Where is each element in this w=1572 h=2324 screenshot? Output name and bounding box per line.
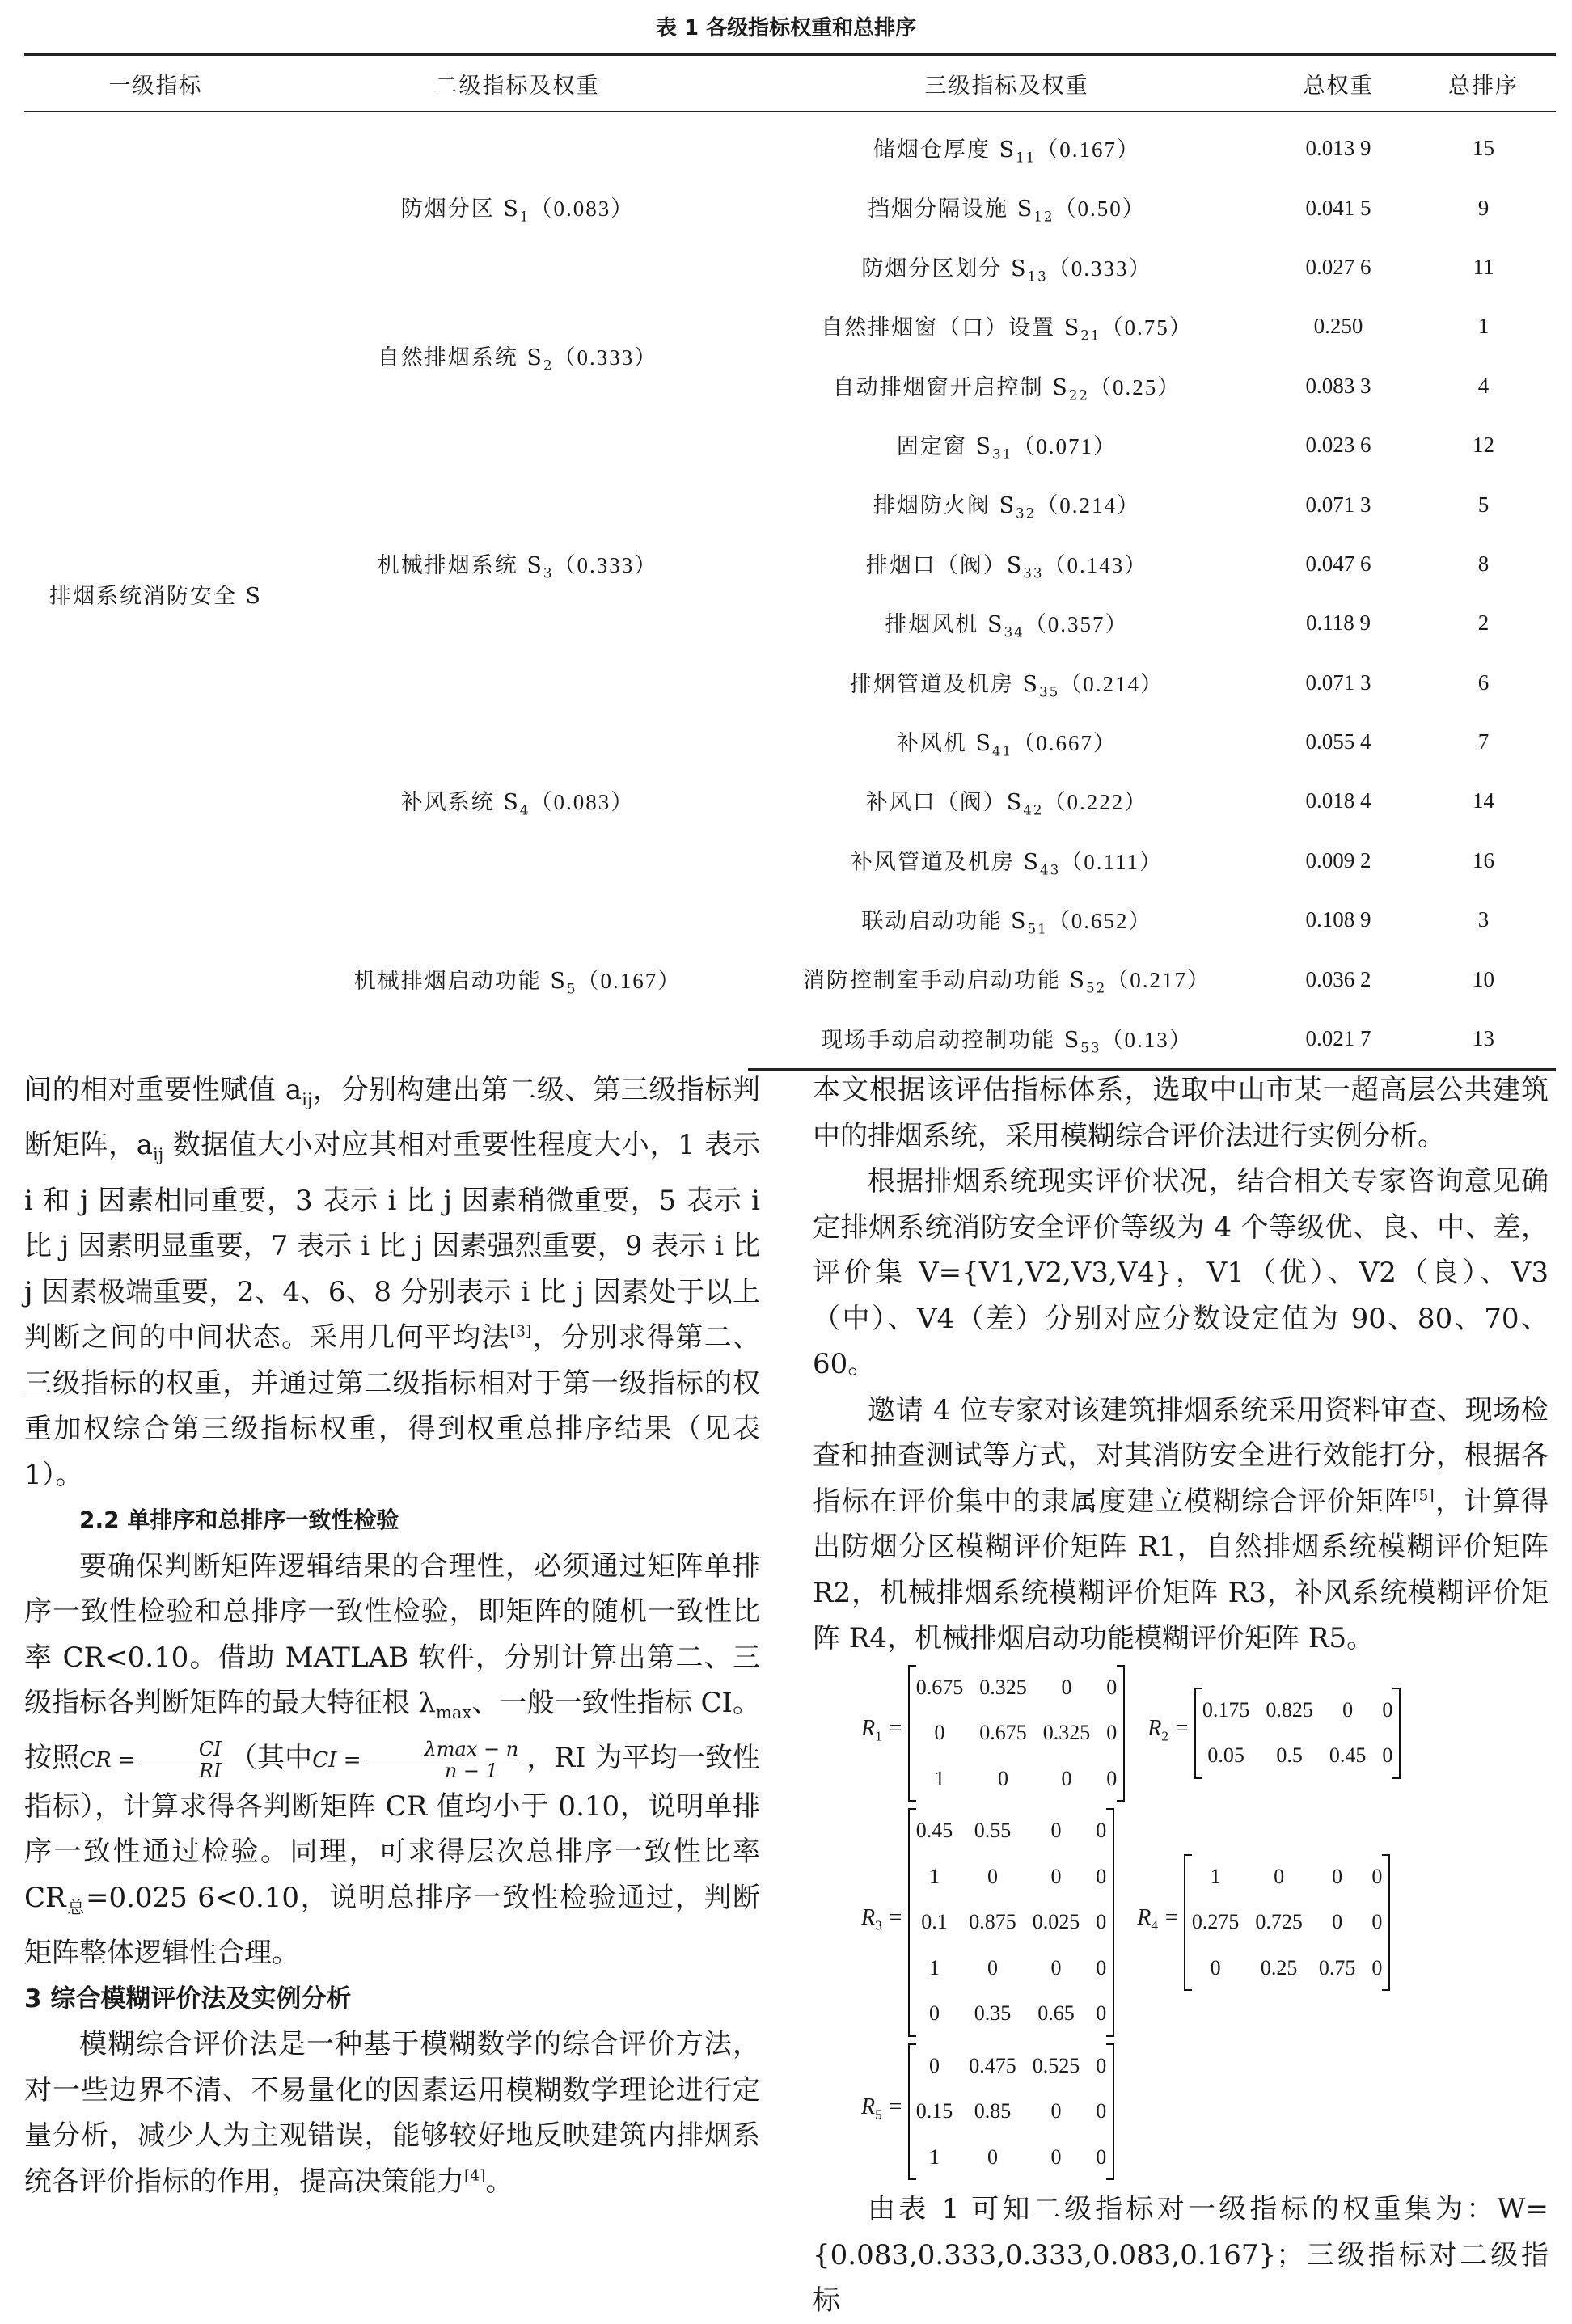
matrix-label: $R_4$ =: [1137, 1905, 1179, 1933]
section-heading-2-2: 2.2 单排序和总排序一致性检验: [79, 1506, 399, 1534]
matrix-r5: [861, 2043, 1114, 2181]
matrix-cell: 0.475: [969, 2053, 1016, 2077]
total-weight-cell: 0.250: [1313, 314, 1363, 339]
table-body: [24, 112, 1556, 1070]
level3-indicator: 消防控制室手动启动功能 $S_{52}(0.217)$: [802, 968, 1211, 996]
total-weight-cell: 0.071 3: [1305, 670, 1371, 695]
matrix-cell: 0.65: [1037, 2001, 1075, 2025]
total-weight-cell: 0.027 6: [1305, 254, 1371, 279]
matrix-cell: 0.275: [1191, 1910, 1240, 1933]
matrix-cell: 0.675: [915, 1675, 964, 1699]
matrix-cell: 0: [1050, 2144, 1062, 2169]
matrix-body: [908, 1808, 1115, 2037]
header-level3: 三级指标及权重: [748, 55, 1266, 112]
matrix-cell: 0: [928, 2053, 940, 2077]
matrix-cell: 0.875: [969, 1910, 1016, 1933]
matrix-cell: 0: [1382, 1697, 1393, 1722]
matrix-cell: 0.85: [974, 2099, 1012, 2123]
matrix-cell: 0.15: [915, 2099, 953, 2123]
matrix-label: $R_1$ =: [861, 1716, 903, 1744]
matrix-cell: 0: [987, 2144, 998, 2169]
weights-table: [24, 53, 1556, 1071]
matrix-cell: 0.325: [979, 1675, 1027, 1699]
matrix-cell: 0: [1096, 2053, 1107, 2077]
total-weight-cell: 0.108 9: [1305, 907, 1371, 932]
paragraph: 模糊综合评价法是一种基于模糊数学的综合评价方法，对一些边界不清、不易量化的因素运用模糊数学理论进行定量分析，减少人为主观错误，能够较好地反映建筑内排烟系统各评价指标的作用，提高决策能力[4]。: [24, 2028, 760, 2198]
total-rank-cell: 11: [1473, 254, 1494, 279]
level3-indicator: 现场手动启动控制功能 $S_{53}(0.13)$: [748, 1009, 1266, 1070]
level3-indicator: 排烟口（阀）$S_{33}(0.143)$: [865, 552, 1148, 581]
level3-indicator: 补风口（阀）$S_{42}(0.222)$: [865, 790, 1148, 818]
fuzzy-matrices: [813, 1665, 1549, 2181]
level3-indicator: 补风机 $S_{41}(0.667)$: [896, 730, 1118, 759]
citation: [4]: [464, 2167, 486, 2185]
matrix-cell: 0.25: [1260, 1955, 1298, 1980]
matrix-cell: 0.725: [1255, 1910, 1303, 1933]
total-rank-cell: 4: [1477, 373, 1490, 398]
total-rank-cell: 5: [1477, 492, 1490, 517]
matrix-r4: [1137, 1854, 1390, 1992]
matrix-cell: 0.45: [1329, 1743, 1367, 1768]
matrix-cell: 0: [987, 1864, 998, 1888]
level2-indicator: 机械排烟启动功能 $S_5(0.167)$: [353, 969, 682, 997]
total-rank-cell: 6: [1477, 670, 1490, 695]
level3-indicator: 联动启动功能 $S_{51}(0.652)$: [861, 909, 1152, 937]
matrix-cell: 0.05: [1207, 1743, 1244, 1768]
matrix-label: $R_3$ =: [861, 1905, 903, 1933]
matrix-body: [908, 2043, 1115, 2181]
level2-indicator: 补风系统 $S_4(0.083)$: [400, 790, 635, 818]
total-rank-cell: 10: [1473, 966, 1494, 991]
total-weight-cell: 0.013 9: [1305, 136, 1371, 161]
formula-ci: $\frac{\lambda\max - n}{n - 1}$: [366, 1739, 522, 1781]
matrix-cell: 1: [928, 1955, 940, 1980]
matrix-cell: 0: [1096, 1864, 1107, 1888]
level3-indicator: 固定窗 $S_{31}(0.071)$: [896, 433, 1118, 463]
matrix-r2: [1147, 1688, 1401, 1779]
citation: [3]: [509, 1323, 532, 1341]
total-weight-cell: 0.041 5: [1305, 195, 1371, 220]
matrix-cell: 0: [1106, 1721, 1118, 1744]
matrix-cell: 0: [1371, 1910, 1383, 1933]
level3-indicator: 排烟风机 $S_{34}(0.357)$: [885, 612, 1129, 640]
matrix-body: [908, 1665, 1126, 1802]
matrix-cell: 0: [1096, 1819, 1107, 1842]
matrix-cell: 0: [1382, 1743, 1393, 1768]
matrix-cell: 0: [1371, 1955, 1383, 1980]
level3-indicator: 自动排烟窗开启控制 $S_{22}(0.25)$: [832, 374, 1181, 403]
matrix-cell: 0.025: [1032, 1910, 1080, 1933]
total-weight-cell: 0.021 7: [1266, 1009, 1411, 1070]
total-weight-cell: 0.009 2: [1305, 847, 1371, 873]
matrix-cell: 0: [1096, 2099, 1107, 2123]
level3-indicator: 排烟管道及机房 $S_{35}(0.214)$: [849, 671, 1164, 699]
left-column: [24, 1067, 760, 2204]
matrix-cell: 0: [1096, 2144, 1107, 2169]
right-column: [813, 1067, 1549, 2324]
total-weight-cell: 0.047 6: [1305, 551, 1371, 576]
matrix-cell: 0: [928, 2001, 940, 2025]
total-weight-cell: 0.083 3: [1305, 373, 1371, 398]
matrix-cell: 0: [1096, 2001, 1107, 2025]
matrix-cell: 0: [1050, 1819, 1062, 1842]
matrix-r3: [861, 1808, 1114, 2037]
matrix-label: $R_5$ =: [861, 2094, 903, 2123]
total-weight-cell: 0.118 9: [1306, 611, 1371, 636]
paragraph: 间的相对重要性赋值 $a_{ij}$，分别构建出第二级、第三级指标判断矩阵，$a_{ij}$ 数据值大小对应其相对重要性程度大小，1 表示 i 和 j 因素相同重要，3 表示 i 比 j 因素稍微重要，5 表示 i 比 j 因素明显重要，7 表示 i 比 j 因素强烈重要，9 表示 i 比 j 因素极端重要，2、4、6、8 分别表示 i 比 j 因素处于以上判断之间的中间状态。采用几何平均法[3]，分别求得第二、三级指标的权重，并通过第二级指标相对于第一级指标的权重加权综合第三级指标权重，得到权重总排序结果（见表 1）。: [24, 1074, 761, 1491]
matrix-cell: 0.175: [1202, 1697, 1250, 1722]
total-rank-cell: 7: [1477, 729, 1490, 754]
matrix-cell: 1: [928, 1864, 940, 1888]
total-weight-cell: 0.055 4: [1305, 729, 1371, 754]
matrix-cell: 0.1: [921, 1910, 948, 1933]
matrix-cell: 0: [987, 1955, 998, 1980]
header-level1: 一级指标: [24, 55, 287, 112]
matrix-body: [1184, 1854, 1391, 1992]
level3-indicator: 自然排烟窗（口）设置 $S_{21}(0.75)$: [821, 315, 1193, 344]
matrix-cell: 1: [928, 2144, 940, 2169]
matrix-cell: 1: [934, 1766, 945, 1790]
level2-indicator: 机械排烟系统 $S_3(0.333)$: [377, 552, 658, 581]
total-rank-cell: 12: [1473, 433, 1494, 458]
level2-indicator: 自然排烟系统 $S_2(0.333)$: [377, 344, 658, 374]
level3-indicator: 防烟分区划分 $S_{13}(0.333)$: [861, 256, 1152, 285]
paragraph: 要确保判断矩阵逻辑结果的合理性，必须通过矩阵单排序一致性检验和总排序一致性检验，即矩阵的随机一致性比率 CR<0.10。借助 MATLAB 软件，分别计算出第二、三级指标各判断矩阵的最大特征根 $\lambda_{max}$、一般一致性指标 CI。按照CR = $\frac{CI}{RI}$ （其中CI = $\frac{\lambda\max - n}{n - 1}$ ，RI 为平均一致性指标），计算求得各判断矩阵 CR 值均小于 0.10，说明单排序一致性通过检验。同理，可求得层次总排序一致性比率 $CR_总=0.025$ 6<0.10，说明总排序一致性检验通过，判断矩阵整体逻辑性合理。: [24, 1549, 761, 1970]
total-weight-cell: 0.036 2: [1305, 966, 1371, 991]
matrix-cell: 0: [1050, 2099, 1062, 2123]
matrix-cell: 0.45: [915, 1819, 953, 1842]
matrix-cell: 0.35: [974, 2001, 1012, 2025]
matrix-cell: 0.55: [974, 1819, 1012, 1842]
total-rank-cell: 2: [1477, 611, 1490, 636]
level3-indicator: 储烟仓厚度 $S_{11}(0.167)$: [873, 137, 1141, 166]
paragraph: 邀请 4 位专家对该建筑排烟系统采用资料审查、现场检查和抽查测试等方式，对其消防安全进行效能打分，根据各指标在评价集中的隶属度建立模糊综合评价矩阵[5]，计算得出防烟分区模糊评价矩阵 R1，自然排烟系统模糊评价矩阵 R2，机械排烟系统模糊评价矩阵 R3，补风系统模糊评价矩阵 R4，机械排烟启动功能模糊评价矩阵 R5。: [813, 1393, 1549, 1654]
matrix-cell: 0.675: [979, 1721, 1027, 1744]
matrix-label: $R_2$ =: [1147, 1716, 1190, 1744]
paragraph: 由表 1 可知二级指标对一级指标的权重集为：W={0.083,0.333,0.333,0.083,0.167}；三级指标对二级指标: [813, 2193, 1549, 2317]
level1-indicator: 排烟系统消防安全 S: [49, 584, 263, 610]
matrix-cell: 0: [1342, 1697, 1354, 1722]
level3-indicator: 补风管道及机房 $S_{43}(0.111)$: [850, 849, 1164, 878]
matrix-cell: 0.5: [1276, 1743, 1303, 1768]
matrix-body: [1194, 1688, 1401, 1779]
matrix-cell: 0: [1106, 1675, 1118, 1699]
matrix-cell: 0: [1061, 1766, 1072, 1790]
total-weight-cell: 0.071 3: [1305, 492, 1371, 517]
level3-indicator: 挡烟分隔设施 $S_{12}(0.50)$: [868, 196, 1146, 225]
header-total-weight: 总权重: [1266, 55, 1411, 112]
table-header-row: [24, 55, 1556, 112]
formula-cr: $\frac{CI}{RI}$: [141, 1739, 225, 1781]
matrix-cell: 0.825: [1266, 1697, 1313, 1722]
matrix-cell: 0: [1050, 1864, 1062, 1888]
total-rank-cell: 14: [1473, 788, 1494, 813]
level3-indicator: 排烟防火阀 $S_{32}(0.214)$: [873, 493, 1141, 522]
total-rank-cell: 1: [1477, 314, 1490, 339]
matrix-cell: 0: [1332, 1864, 1343, 1888]
matrix-cell: 0.525: [1032, 2053, 1080, 2077]
matrix-cell: 1: [1210, 1864, 1221, 1888]
matrix-cell: 0: [1274, 1864, 1285, 1888]
total-rank-cell: 13: [1411, 1009, 1556, 1070]
matrix-cell: 0.75: [1318, 1955, 1356, 1980]
matrix-cell: 0.325: [1042, 1721, 1091, 1744]
matrix-cell: 0: [1050, 1955, 1062, 1980]
table-caption: 表 1 各级指标权重和总排序: [655, 16, 917, 40]
matrix-cell: 0: [1371, 1864, 1383, 1888]
paragraph: 根据排烟系统现实评价状况，结合相关专家咨询意见确定排烟系统消防安全评价等级为 4 个等级优、良、中、差，评价集 V={V1,V2,V3,V4}，V1（优）、V2（良）、V3（中）、V4（差）分别对应分数设定值为 90、80、70、60。: [813, 1165, 1549, 1380]
total-rank-cell: 16: [1473, 847, 1494, 873]
paragraph: 本文根据该评估指标体系，选取中山市某一超高层公共建筑中的排烟系统，采用模糊综合评价法进行实例分析。: [813, 1074, 1549, 1152]
total-rank-cell: 15: [1473, 136, 1494, 161]
table-row: [24, 112, 1556, 178]
section-heading-3: 3 综合模糊评价法及实例分析: [24, 1984, 352, 2013]
matrix-r1: [861, 1665, 1125, 1802]
matrix-cell: 0: [1096, 1910, 1107, 1933]
total-rank-cell: 3: [1477, 907, 1490, 932]
level2-indicator: 防烟分区 $S_1(0.083)$: [400, 196, 635, 225]
total-rank-cell: 8: [1477, 551, 1490, 576]
total-rank-cell: 9: [1477, 195, 1490, 220]
matrix-cell: 0: [934, 1721, 945, 1744]
matrix-cell: 0: [1106, 1766, 1118, 1790]
matrix-cell: 0: [1061, 1675, 1072, 1699]
header-level2: 二级指标及权重: [287, 55, 748, 112]
header-total-rank: 总排序: [1411, 55, 1556, 112]
matrix-cell: 0: [997, 1766, 1008, 1790]
matrix-cell: 0: [1332, 1910, 1343, 1933]
matrix-cell: 0: [1096, 1955, 1107, 1980]
total-weight-cell: 0.018 4: [1305, 788, 1371, 813]
total-weight-cell: 0.023 6: [1305, 433, 1371, 458]
matrix-cell: 0: [1210, 1955, 1221, 1980]
citation: [5]: [1413, 1487, 1435, 1505]
